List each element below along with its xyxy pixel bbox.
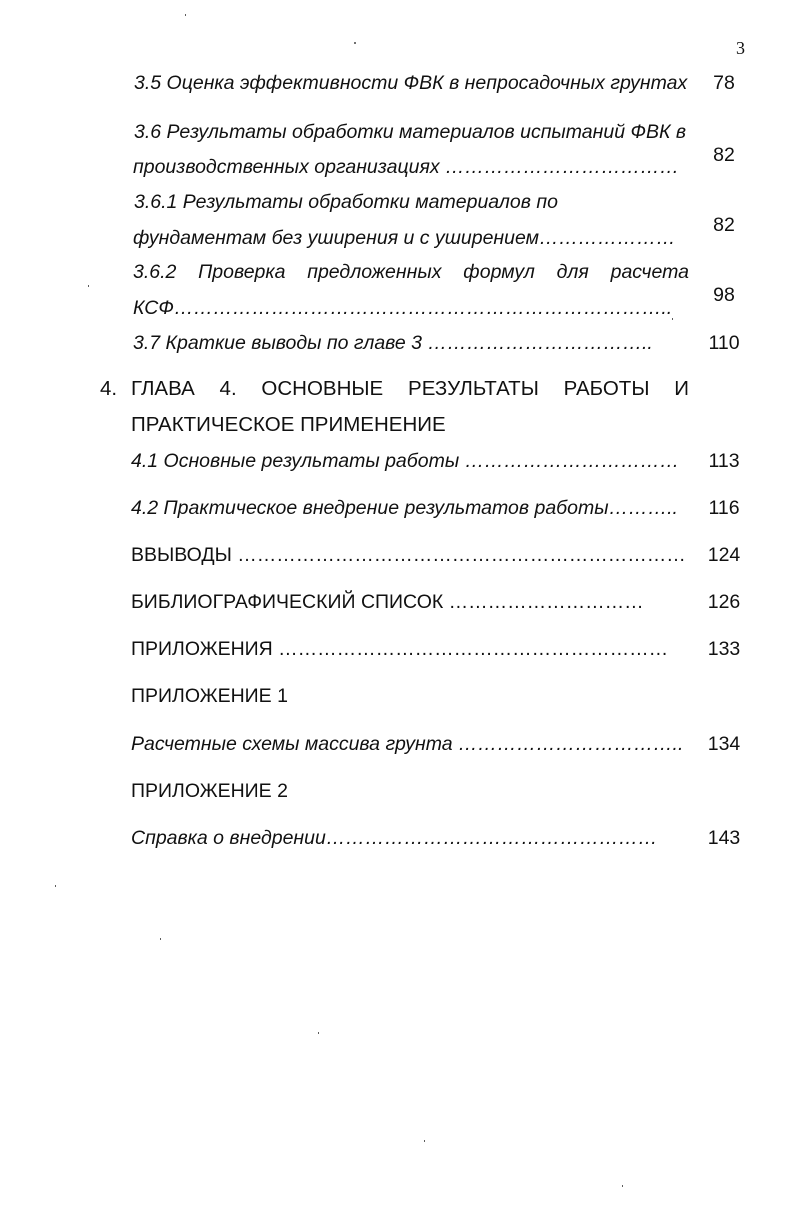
toc-entry-3-5-page: 78 <box>713 72 735 94</box>
toc-entry-4-1-page: 113 <box>708 450 740 472</box>
scan-speck <box>622 1185 623 1187</box>
toc-entry-3-7-page: 110 <box>708 332 740 354</box>
toc-entry-conclusions-title: ВВЫВОДЫ …………………………………………………………… <box>131 544 686 566</box>
scan-speck <box>88 285 89 287</box>
scan-speck <box>185 14 186 16</box>
toc-entry-4-1-title: 4.1 Основные результаты работы …………………………… <box>131 450 680 472</box>
page-number: 3 <box>736 38 745 58</box>
toc-entry-3-6-line1: 3.6 Результаты обработки материалов испытаний ФВК в <box>134 121 687 143</box>
toc-entry-implementation-cert-page: 143 <box>707 827 741 849</box>
toc-entry-4-2-page: 116 <box>708 497 740 519</box>
toc-entry-appendix-1-title: ПРИЛОЖЕНИЕ 1 <box>131 685 288 707</box>
toc-entry-appendices-title: ПРИЛОЖЕНИЯ …………………………………………………… <box>131 638 669 660</box>
toc-entry-conclusions-page: 124 <box>707 544 741 566</box>
toc-entry-3-6-2-line2: КСФ………………………………………………………………….. <box>133 297 673 319</box>
toc-entry-bibliography-title: БИБЛИОГРАФИЧЕСКИЙ СПИСОК ………………………… <box>131 591 644 613</box>
chapter-4-number: 4. <box>100 377 118 400</box>
toc-entry-3-6-1-page: 82 <box>713 214 735 236</box>
toc-entry-3-6-2-line1: 3.6.2 Проверка предложенных формул для расчета <box>133 261 689 283</box>
toc-entry-3-6-line2: производственных организациях ……………………………… <box>133 156 680 178</box>
toc-entry-3-6-2-page: 98 <box>713 284 735 306</box>
chapter-4-title-line2: ПРАКТИЧЕСКОЕ ПРИМЕНЕНИЕ <box>131 413 446 436</box>
scan-speck <box>354 42 356 44</box>
toc-entry-3-6-page: 82 <box>713 144 735 166</box>
toc-entry-implementation-cert-title: Справка о внедрении…………………………………………… <box>131 827 658 849</box>
toc-entry-3-6-1-line1: 3.6.1 Результаты обработки материалов по <box>134 191 558 213</box>
toc-entry-3-6-1-line2: фундаментам без уширения и с уширением………………… <box>133 227 676 249</box>
toc-entry-calc-schemes-title: Расчетные схемы массива грунта …………………………….. <box>131 733 684 755</box>
scan-speck <box>424 1140 425 1142</box>
toc-entry-bibliography-page: 126 <box>707 591 741 613</box>
toc-entry-4-2-title: 4.2 Практическое внедрение результатов работы……….. <box>131 497 678 519</box>
scan-speck <box>672 318 673 320</box>
toc-entry-3-7-title: 3.7 Краткие выводы по главе 3 …………………………….. <box>133 332 653 354</box>
scan-speck <box>160 938 161 940</box>
toc-entry-calc-schemes-page: 134 <box>707 733 741 755</box>
scan-speck <box>318 1032 319 1034</box>
toc-entry-appendix-2-title: ПРИЛОЖЕНИЕ 2 <box>131 780 288 802</box>
scan-speck <box>55 885 56 887</box>
toc-entry-3-5-title: 3.5 Оценка эффективности ФВК в непросадочных грунтах <box>134 72 688 94</box>
chapter-4-title-line1: ГЛАВА 4. ОСНОВНЫЕ РЕЗУЛЬТАТЫ РАБОТЫ И <box>131 377 689 400</box>
toc-entry-appendices-page: 133 <box>707 638 741 660</box>
